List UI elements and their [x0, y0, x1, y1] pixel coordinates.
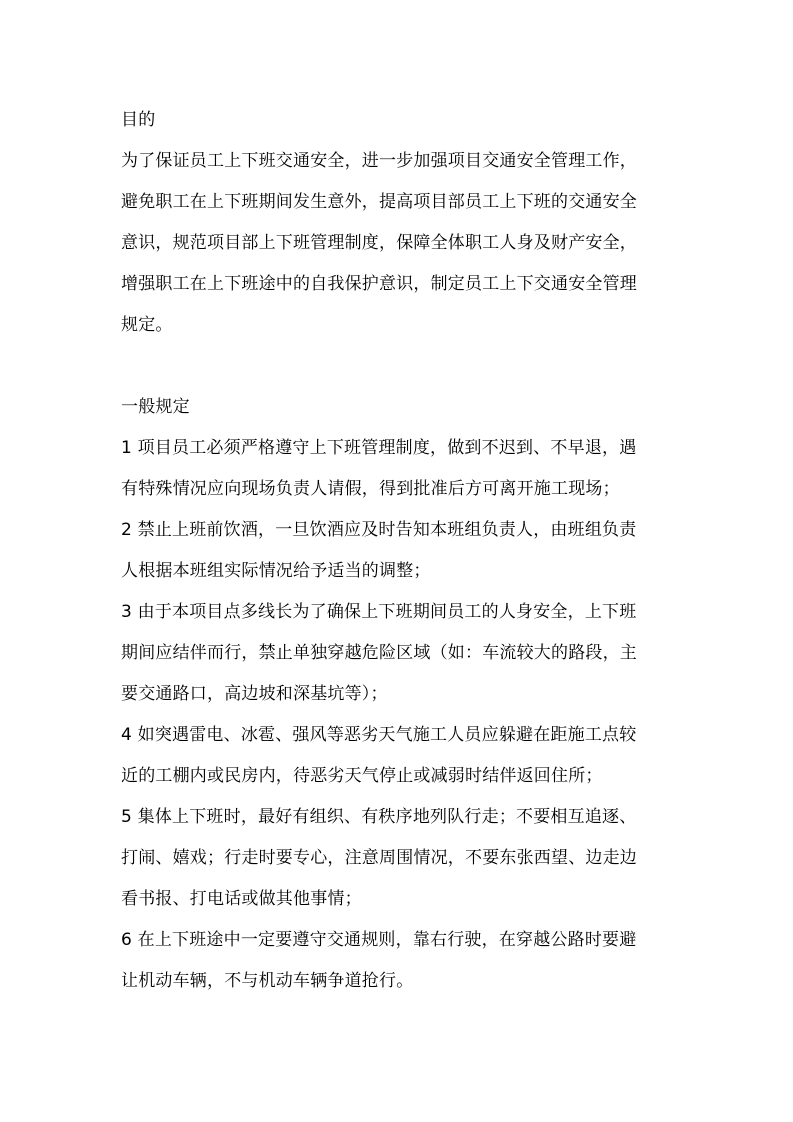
rule-line: 5 集体上下班时，最好有组织、有秩序地列队行走；不要相互追逐、 — [121, 807, 637, 827]
paragraph-line: 规定。 — [121, 315, 173, 335]
rule-line: 近的工棚内或民房内，待恶劣天气停止或减弱时结伴返回住所； — [121, 766, 603, 786]
section-heading-general-rules: 一般规定 — [121, 397, 190, 417]
rule-line: 3 由于本项目点多线长为了确保上下班期间员工的人身安全，上下班 — [121, 602, 637, 622]
section-spacer — [121, 346, 681, 387]
rule-line: 让机动车辆，不与机动车辆争道抢行。 — [121, 971, 414, 991]
paragraph-line: 意识，规范项目部上下班管理制度，保障全体职工人身及财产安全， — [121, 233, 637, 253]
rule-line: 有特殊情况应向现场负责人请假，得到批准后方可离开施工现场； — [121, 479, 620, 499]
rule-line: 2 禁止上班前饮酒，一旦饮酒应及时告知本班组负责人，由班组负责 — [121, 520, 637, 540]
rule-line: 4 如突遇雷电、冰雹、强风等恶劣天气施工人员应躲避在距施工点较 — [121, 725, 637, 745]
rule-line: 1 项目员工必须严格遵守上下班管理制度，做到不迟到、不早退，遇 — [121, 438, 637, 458]
rule-line: 人根据本班组实际情况给予适当的调整； — [121, 561, 431, 581]
purpose-paragraph — [121, 141, 681, 346]
rule-line: 打闹、嬉戏；行走时要专心，注意周围情况，不要东张西望、边走边 — [121, 848, 637, 868]
rule-line: 看书报、打电话或做其他事情； — [121, 889, 362, 909]
rule-line: 6 在上下班途中一定要遵守交通规则，靠右行驶，在穿越公路时要避 — [121, 930, 637, 950]
general-rules-list — [121, 428, 681, 1002]
rule-line: 期间应结伴而行，禁止单独穿越危险区域（如：车流较大的路段，主 — [121, 643, 637, 663]
rule-line: 要交通路口，高边坡和深基坑等）； — [121, 684, 388, 704]
paragraph-line: 避免职工在上下班期间发生意外，提高项目部员工上下班的交通安全 — [121, 192, 637, 212]
document-page — [121, 100, 681, 1002]
section-heading-purpose: 目的 — [121, 110, 156, 130]
paragraph-line: 为了保证员工上下班交通安全，进一步加强项目交通安全管理工作， — [121, 151, 637, 171]
paragraph-line: 增强职工在上下班途中的自我保护意识，制定员工上下交通安全管理 — [121, 274, 637, 294]
